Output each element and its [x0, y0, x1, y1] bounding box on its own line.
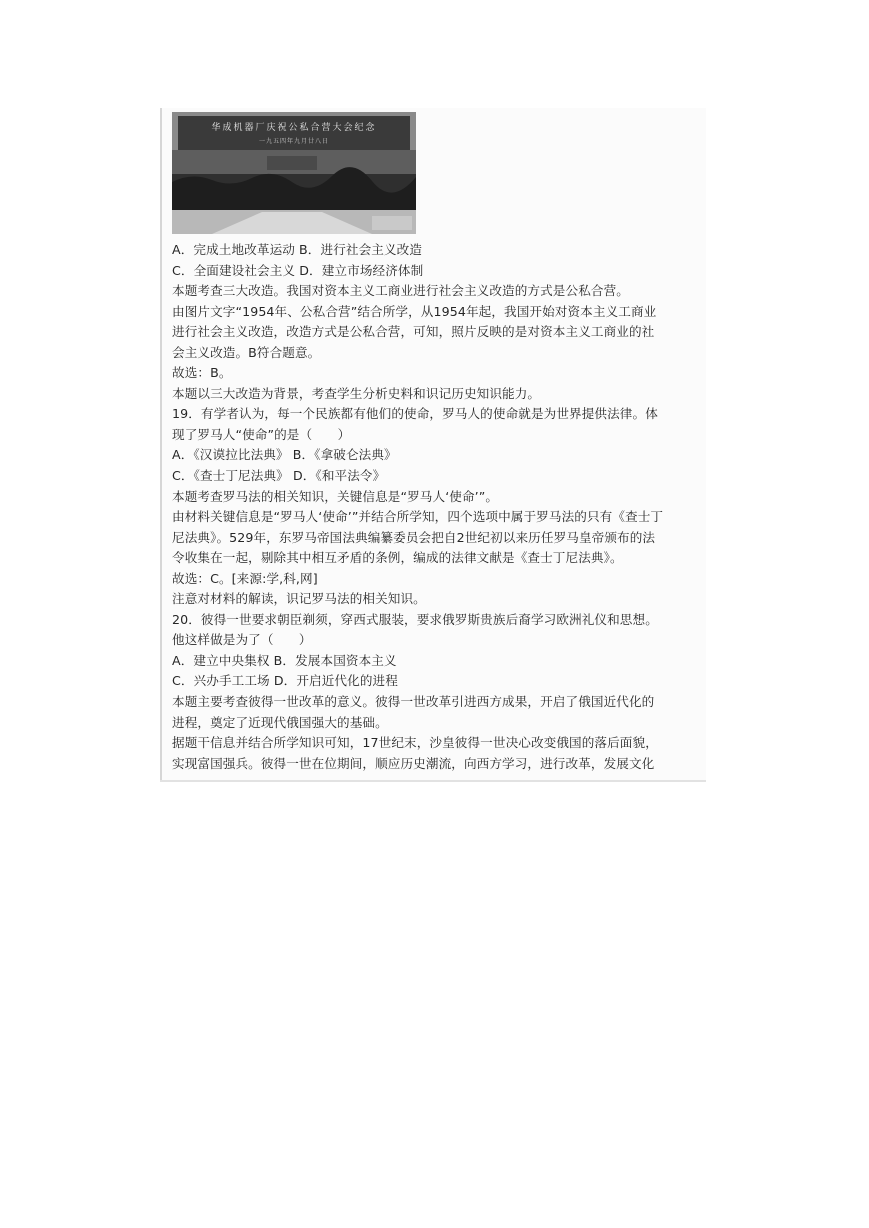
text-line: 20．彼得一世要求朝臣剃须，穿西式服装，要求俄罗斯贵族后裔学习欧洲礼仪和思想。 [172, 611, 658, 627]
scan-bottom-edge [160, 780, 706, 782]
text-line: 现了罗马人“使命”的是（ ） [172, 426, 351, 442]
text-line: 本题以三大改造为背景，考查学生分析史料和识记历史知识能力。 [172, 385, 541, 401]
text-line: C．《查士丁尼法典》 D．《和平法令》 [172, 468, 386, 484]
text-line: 由材料关键信息是“罗马人‘使命’”并结合所学知，四个选项中属于罗马法的只有《查士丁 [172, 509, 664, 525]
question-text [172, 240, 702, 774]
scan-left-edge [160, 108, 162, 782]
text-line: 据题干信息并结合所学知识可知，17世纪末，沙皇彼得一世决心改变俄国的落后面貌， [172, 735, 658, 751]
text-line: 令收集在一起，剔除其中相互矛盾的条例，编成的法律文献是《查士丁尼法典》。 [172, 550, 623, 566]
text-line: C．兴办手工工场 D．开启近代化的进程 [172, 673, 398, 689]
text-line: 由图片文字“1954年、公私合营”结合所学，从1954年起，我国开始对资本主义工商业 [172, 303, 657, 319]
photo-banner [178, 116, 410, 150]
text-line: C．全面建设社会主义 D．建立市场经济体制 [172, 262, 424, 278]
text-line: A．建立中央集权 B．发展本国资本主义 [172, 652, 397, 668]
text-line: 进程，奠定了近现代俄国强大的基础。 [172, 714, 388, 730]
text-line: 注意对材料的解读，识记罗马法的相关知识。 [172, 591, 426, 607]
text-line: 尼法典》。529年，东罗马帝国法典编纂委员会把自2世纪初以来历任罗马皇帝颁布的法 [172, 529, 656, 545]
text-line: 故选：B。 [172, 365, 232, 381]
text-line: 本题考查三大改造。我国对资本主义工商业进行社会主义改造的方式是公私合营。 [172, 283, 629, 299]
text-line: 本题考查罗马法的相关知识，关键信息是“罗马人‘使命’”。 [172, 488, 499, 504]
text-line: 本题主要考查彼得一世改革的意义。彼得一世改革引进西方成果，开启了俄国近代化的 [172, 694, 655, 710]
text-line: 实现富国强兵。彼得一世在位期间，顺应历史潮流，向西方学习，进行改革，发展文化 [172, 755, 655, 771]
text-line: 19．有学者认为，每一个民族都有他们的使命，罗马人的使命就是为世界提供法律。体 [172, 406, 658, 422]
text-line: A．《汉谟拉比法典》 B．《拿破仑法典》 [172, 447, 397, 463]
text-line: 他这样做是为了（ ） [172, 632, 312, 648]
photo-date: 一九五四年九月廿八日 [258, 138, 329, 145]
photo-title: 华成机器厂庆祝公私合营大会纪念 [211, 123, 377, 133]
watermark-block [372, 216, 412, 230]
text-line: 故选：C。[来源:学,科,网] [172, 570, 318, 586]
text-line: 会主义改造。B符合题意。 [172, 344, 321, 360]
text-line: 进行社会主义改造，改造方式是公私合营，可知，照片反映的是对资本主义工商业的社 [172, 324, 655, 340]
text-line: A．完成土地改革运动 B．进行社会主义改造 [172, 242, 423, 257]
